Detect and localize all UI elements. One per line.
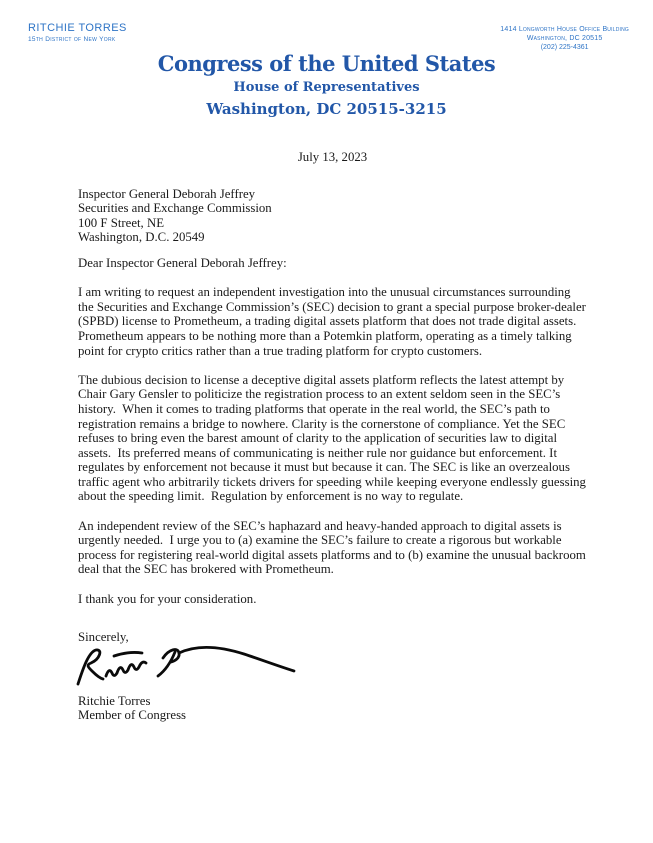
office-address-line2: Washington, DC 20515 [526, 34, 603, 42]
org-city: Washington, DC 20515-3215 [206, 100, 447, 118]
org-subtitle: House of Representatives [233, 80, 420, 95]
member-name: RITCHIE TORRES [28, 22, 127, 34]
member-district: 15th District of New York [28, 36, 116, 43]
recipient-line: Washington, D.C. 20549 [78, 230, 205, 245]
letterhead-center-block [0, 51, 653, 118]
signer-title: Member of Congress [78, 708, 187, 723]
office-phone: (202) 225-4361 [540, 43, 589, 51]
paragraph: An independent review of the SEC’s haphazard and heavy-handed approach to digital assets is urgently needed. I urge you to (a) examine the SEC’s failure to create a rigorous but workable process for registering real-world digital assets platforms and to (b) examine the unusual backroom deal that the SEC has brokered with Prometheum. [78, 518, 590, 577]
letterhead-office-block [500, 26, 629, 52]
letter-body [78, 150, 590, 723]
closing: Sincerely, [78, 630, 129, 645]
signer-name: Ritchie Torres [78, 693, 151, 708]
office-address-line1: 1414 Longworth House Office Building [500, 26, 629, 33]
signature-block [78, 694, 587, 723]
recipient-line: 100 F Street, NE [78, 215, 165, 230]
recipient-line: Inspector General Deborah Jeffrey [78, 186, 256, 201]
salutation: Dear Inspector General Deborah Jeffrey: [78, 255, 287, 270]
paragraph: I thank you for your consideration. [78, 591, 257, 606]
recipient-address-block [78, 187, 587, 245]
letter-date: July 13, 2023 [297, 150, 368, 164]
paragraph: I am writing to request an independent investigation into the unusual circumstances surrounding the Securities and Exchange Commission’s (SEC) decision to grant a special purpose broker-dealer (SPBD) license to Prometheum, a trading digital assets platform that does not trade digital assets. Prometheum appears to be nothing more than a Potemkin platform, operating as a timely talking point for crypto critics rather than a true trading platform for crypto customers. [78, 285, 590, 358]
recipient-line: Securities and Exchange Commission [78, 201, 272, 216]
org-title: Congress of the United States [157, 51, 496, 76]
paragraph: The dubious decision to license a deceptive digital assets platform reflects the latest attempt by Chair Gary Gensler to politicize the registration process to an extent seldom seen in the SEC’s history. When it comes to trading platforms that operate in the real world, the SEC’s path to registration remains a bridge to nowhere. Clarity is the cornerstone of compliance. Yet the SEC refuses to bring even the barest amount of clarity to the application of securities law to digital assets. Its preferred means of communicating is neither rule nor guidance but enforcement. It regulates by enforcement not because it must but because it can. The SEC is like an overzealous traffic agent who arbitrarily tickets drivers for speeding while keeping everyone endlessly guessing about the speeding limit. Regulation by enforcement is no way to regulate. [78, 372, 590, 504]
handwritten-signature-icon [70, 642, 298, 694]
letterhead-member-block [28, 22, 127, 43]
